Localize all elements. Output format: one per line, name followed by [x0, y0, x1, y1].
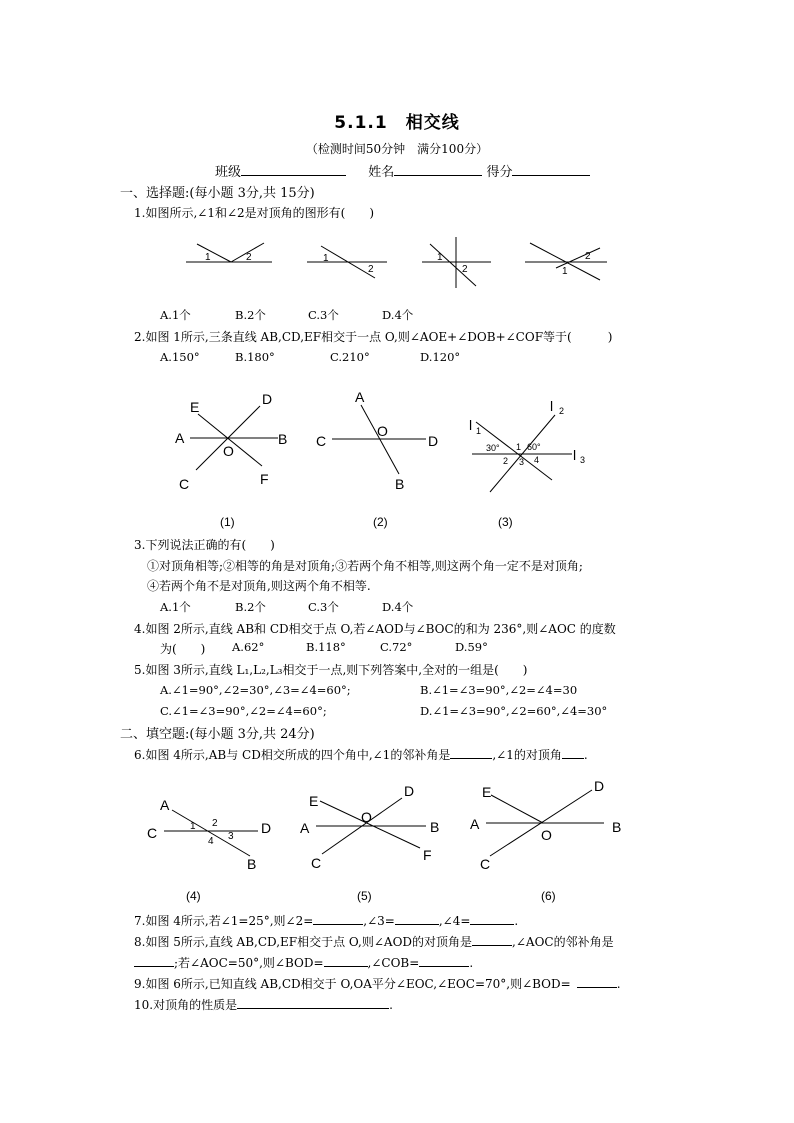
q4-stem: 4.如图 2所示,直线 AB和 CD相交于点 O,若∠AOD与∠BOC的和为 236°,则∠AOC 的度数 [134, 622, 616, 636]
q1-option-c[interactable]: C.3个 [308, 308, 339, 322]
fig6-label-c: C [480, 856, 491, 872]
fig3-label-l1-sub: 1 [476, 426, 482, 436]
fig6-label-a: A [470, 816, 480, 832]
q8-text-b: ,∠AOC的邻补角是 [512, 935, 614, 949]
q5-option-d[interactable]: D.∠1=∠3=90°,∠2=60°,∠4=30° [420, 704, 608, 718]
fig2-label-d: D [428, 433, 439, 449]
fig4-caption: (4) [186, 889, 201, 903]
section-fill: 二、填空题:(每小题 3分,共 24分) [120, 727, 315, 742]
q5-stem: 5.如图 3所示,直线 L₁,L₂,L₃相交于一点,则下列答案中,全对的一组是( ) [134, 663, 528, 677]
q6-text-b: ,∠1的对顶角 [492, 748, 562, 762]
q1b-label-2: 2 [368, 264, 374, 275]
q1b-label-1: 1 [323, 253, 329, 264]
fig1-label-a: A [175, 430, 185, 446]
q7-blank-1[interactable] [313, 911, 363, 925]
fig3-label-l2: l [550, 398, 554, 414]
q8-blank-4[interactable] [419, 953, 469, 967]
q10-text-a: 10.对顶角的性质是 [134, 998, 238, 1012]
q8-blank-2[interactable] [134, 953, 174, 967]
fig1-label-c: C [179, 476, 190, 492]
fig3-num-3: 3 [519, 457, 525, 467]
fig6-label-d: D [594, 778, 605, 794]
q7-blank-2[interactable] [395, 911, 439, 925]
q3-option-d[interactable]: D.4个 [382, 600, 414, 614]
fig4-num-2: 2 [212, 818, 218, 829]
q10-text-b: . [389, 998, 393, 1012]
fig4-label-b: B [247, 856, 257, 872]
q1c-label-2: 2 [462, 264, 468, 275]
fig5-label-o: O [361, 809, 372, 825]
fig6-caption: (6) [541, 889, 556, 903]
fig3-label-l1: l [469, 417, 473, 433]
fig3-label-l2-sub: 2 [559, 406, 565, 416]
q4-option-d[interactable]: D.59° [455, 640, 488, 654]
fig1-label-d: D [262, 391, 273, 407]
score-label: 得分 [486, 165, 513, 180]
q3-line1: ①对顶角相等;②相等的角是对顶角;③若两个角不相等,则这两个角一定不是对顶角; [147, 559, 583, 573]
fig5-label-c: C [311, 855, 322, 871]
name-label: 姓名 [368, 165, 395, 180]
fig4-line-ab [172, 810, 250, 856]
q2-option-d[interactable]: D.120° [420, 350, 461, 364]
fig5-label-b: B [430, 819, 440, 835]
class-label: 班级 [215, 165, 242, 180]
q7-blank-3[interactable] [470, 911, 514, 925]
fig2-caption: (2) [373, 515, 388, 529]
q3-option-b[interactable]: B.2个 [235, 600, 266, 614]
q1a-label-2: 2 [246, 252, 252, 263]
fig3-num-1: 1 [516, 442, 522, 452]
fig4-label-a: A [160, 797, 170, 813]
fig6-label-e: E [482, 784, 492, 800]
q5-option-c[interactable]: C.∠1=∠3=90°,∠2=∠4=60°; [160, 704, 327, 718]
q4-option-c[interactable]: C.72° [380, 640, 413, 654]
q8-blank-3[interactable] [324, 953, 368, 967]
fig4-label-d: D [261, 820, 272, 836]
q5-option-a[interactable]: A.∠1=90°,∠2=30°,∠3=∠4=60°; [160, 683, 351, 697]
fig1-label-b: B [278, 431, 288, 447]
q7-text-d: . [514, 914, 519, 928]
q1-option-d[interactable]: D.4个 [382, 308, 414, 322]
fig5-label-a: A [300, 820, 310, 836]
fig3-num-2: 2 [503, 456, 509, 466]
fig2-label-a: A [355, 389, 365, 405]
q3-option-a[interactable]: A.1个 [160, 600, 191, 614]
q10-line [134, 995, 393, 1013]
fig4-label-c: C [147, 825, 158, 841]
fig1-caption: (1) [220, 515, 235, 529]
q7-text-a: 7.如图 4所示,若∠1=25°,则∠2= [134, 914, 314, 928]
fig6-label-o: O [541, 827, 552, 843]
fig3-label-l3-sub: 3 [580, 455, 586, 465]
fig3-label-l3: l [573, 447, 577, 463]
q1-option-b[interactable]: B.2个 [235, 308, 266, 322]
q8-text-c: ;若∠AOC=50°,则∠BOD= [174, 956, 324, 970]
fig5-caption: (5) [357, 889, 372, 903]
q2-option-a[interactable]: A.150° [160, 350, 200, 364]
q9-line [134, 974, 621, 992]
fig1-label-e: E [190, 399, 200, 415]
q7-text-b: ,∠3= [363, 914, 395, 928]
q1-stem: 1.如图所示,∠1和∠2是对顶角的图形有( ) [134, 206, 375, 220]
page-title: 5.1.1 相交线 [334, 113, 460, 133]
fig4-num-1: 1 [190, 821, 196, 832]
fig3-angle-30: 30° [486, 443, 500, 453]
q3-option-c[interactable]: C.3个 [308, 600, 339, 614]
q6-text-c: . [583, 748, 588, 762]
fig6-line-oe [491, 795, 543, 823]
q4-stem-2: 为( ) [160, 642, 206, 656]
subtitle: （检测时间50分钟 满分100分） [305, 142, 489, 156]
fig4-num-3: 3 [228, 831, 234, 842]
fig3-caption: (3) [498, 515, 513, 529]
q8-line-1 [134, 932, 614, 950]
q3-line2: ④若两个角不是对顶角,则这两个角不相等. [147, 579, 371, 593]
fig3-angle-60: 60° [527, 442, 541, 452]
q6-text-a: 6.如图 4所示,AB与 CD相交所成的四个角中,∠1的邻补角是 [134, 748, 451, 762]
fig4-num-4: 4 [208, 836, 214, 847]
q9-text-b: . [616, 977, 621, 991]
q8-text-d: ,∠COB= [367, 956, 420, 970]
q8-blank-1[interactable] [472, 932, 512, 946]
fig2-label-c: C [316, 433, 327, 449]
q4-option-b[interactable]: B.118° [306, 640, 346, 654]
q2-option-b[interactable]: B.180° [235, 350, 275, 364]
q2-option-c[interactable]: C.210° [330, 350, 370, 364]
q2-stem: 2.如图 1所示,三条直线 AB,CD,EF相交于一点 O,则∠AOE+∠DOB+∠COF等于( ) [134, 330, 613, 344]
q8-text-a: 8.如图 5所示,直线 AB,CD,EF相交于点 O,则∠AOD的对顶角是 [134, 935, 473, 949]
q10-blank-1[interactable] [237, 995, 389, 1009]
q9-text-a: 9.如图 6所示,已知直线 AB,CD相交于 O,OA平分∠EOC,∠EOC=70°,则∠BOD= [134, 977, 571, 991]
q8-line-2 [134, 953, 473, 971]
q1c-label-1: 1 [437, 252, 443, 263]
fig2-label-o: O [377, 423, 388, 439]
fig5-label-e: E [309, 793, 319, 809]
fig1-label-f: F [260, 471, 269, 487]
q7-line [134, 911, 518, 929]
fig3-num-4: 4 [534, 455, 540, 465]
q3-stem: 3.下列说法正确的有( ) [134, 538, 275, 552]
section-choice: 一、选择题:(每小题 3分,共 15分) [120, 186, 315, 201]
q4-option-a[interactable]: A.62° [232, 640, 265, 654]
fig5-label-d: D [404, 783, 415, 799]
q8-text-e: . [469, 956, 474, 970]
q9-blank-1[interactable] [577, 974, 617, 988]
q1d-label-1: 1 [562, 266, 568, 277]
q1a-label-1: 1 [205, 252, 211, 263]
q5-option-b[interactable]: B.∠1=∠3=90°,∠2=∠4=30 [420, 683, 578, 697]
q1-option-a[interactable]: A.1个 [160, 308, 191, 322]
q7-text-c: ,∠4= [438, 914, 471, 928]
fig2-label-b: B [395, 476, 405, 492]
fig5-label-f: F [423, 847, 432, 863]
fig6-label-b: B [612, 819, 622, 835]
fig1-label-o: O [223, 443, 234, 459]
q1d-label-2: 2 [585, 251, 591, 262]
